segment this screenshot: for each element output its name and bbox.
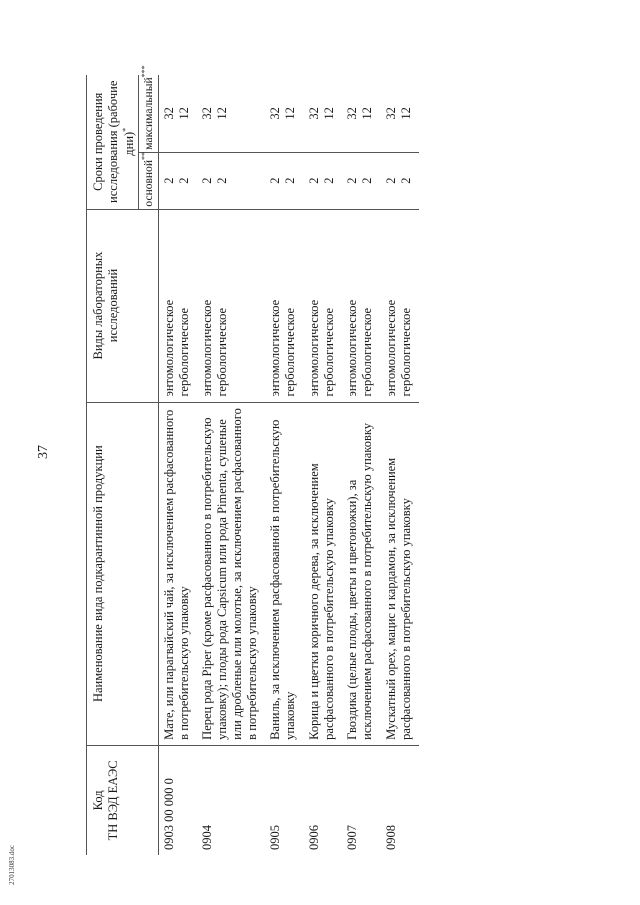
base-value: 2 [360, 177, 375, 184]
cell-base [265, 152, 304, 209]
cell-base [381, 152, 420, 209]
table-row [265, 75, 304, 855]
max-value: 32 [306, 107, 321, 120]
base-value: 2 [306, 177, 321, 184]
base-value: 2 [215, 177, 230, 184]
lab-kind: гербологическое [283, 307, 298, 397]
max-value: 32 [383, 107, 398, 120]
cell-max [158, 75, 197, 152]
header-max [139, 65, 158, 152]
cell-base [158, 152, 197, 209]
header-base-text: основной [143, 160, 156, 207]
cell-code: 0905 [265, 745, 304, 855]
lab-kind: энтомологическое [161, 299, 176, 397]
lab-kind: гербологическое [321, 307, 336, 397]
cell-product-name: Мате, или парагвайский чай, за исключением расфасованного в потребительскую упаковку [158, 402, 197, 745]
header-lab-kinds: Виды лабораторных исследований [87, 209, 159, 402]
cell-base [342, 152, 381, 209]
cell-code: 0907 [342, 745, 381, 855]
max-value: 32 [161, 107, 176, 120]
table-row [197, 75, 265, 855]
cell-code: 0908 [381, 745, 420, 855]
table-row [381, 75, 420, 855]
cell-code: 0903 00 000 0 [158, 745, 197, 855]
header-code-line2: ТН ВЭД ЕАЭС [105, 760, 120, 841]
quarantine-products-table [86, 65, 419, 855]
base-value: 2 [321, 177, 336, 184]
file-name-footnote: 27013083.doc [8, 845, 16, 885]
cell-code: 0904 [197, 745, 265, 855]
cell-product-name: Корица и цветки коричного дерева, за исключением расфасованного в потребительскую упаковку [304, 402, 343, 745]
header-product-name: Наименование вида подкарантинной продукции [87, 402, 159, 745]
cell-product-name: Мускатный орех, мацис и кардамон, за исключением расфасованного в потребительскую упаковку [381, 402, 420, 745]
cell-product-name: Ваниль, за исключением расфасованной в потребительскую упаковку [265, 402, 304, 745]
rotated-table-container [86, 65, 556, 855]
cell-max [197, 75, 265, 152]
max-value: 12 [176, 107, 191, 120]
cell-max [265, 75, 304, 152]
header-terms [87, 75, 139, 209]
max-value: 12 [360, 107, 375, 120]
lab-kind: гербологическое [398, 307, 413, 397]
cell-lab-kinds [197, 209, 265, 402]
lab-kind: энтомологическое [268, 299, 283, 397]
base-value: 2 [176, 177, 191, 184]
cell-max [381, 75, 420, 152]
cell-base [197, 152, 265, 209]
base-value: 2 [283, 177, 298, 184]
max-value: 32 [200, 107, 215, 120]
max-value: 32 [345, 107, 360, 120]
lab-kind: энтомологическое [345, 299, 360, 397]
base-value: 2 [161, 177, 176, 184]
lab-kind: энтомологическое [383, 299, 398, 397]
table-row [304, 75, 343, 855]
cell-lab-kinds [265, 209, 304, 402]
cell-max [304, 75, 343, 152]
header-code [87, 745, 159, 855]
header-max-text: максимальный [143, 77, 156, 150]
cell-lab-kinds [158, 209, 197, 402]
base-value: 2 [268, 177, 283, 184]
base-value: 2 [345, 177, 360, 184]
lab-kind: энтомологическое [200, 299, 215, 397]
max-value: 32 [268, 107, 283, 120]
lab-kind: гербологическое [176, 307, 191, 397]
header-code-line1: Код [91, 790, 105, 811]
header-base [139, 152, 158, 209]
header-terms-text: Сроки проведения исследования (рабочие дни) [91, 80, 136, 203]
header-base-mark: ** [140, 152, 150, 161]
base-value: 2 [200, 177, 215, 184]
max-value: 12 [283, 107, 298, 120]
cell-max [342, 75, 381, 152]
max-value: 12 [398, 107, 413, 120]
base-value: 2 [383, 177, 398, 184]
max-value: 12 [215, 107, 230, 120]
cell-lab-kinds [381, 209, 420, 402]
lab-kind: гербологическое [215, 307, 230, 397]
cell-product-name: Гвоздика (целые плоды, цветы и цветоножки), за исключением расфасованного в потребительскую упаковку [342, 402, 381, 745]
cell-lab-kinds [342, 209, 381, 402]
lab-kind: гербологическое [360, 307, 375, 397]
max-value: 12 [321, 107, 336, 120]
cell-base [304, 152, 343, 209]
base-value: 2 [398, 177, 413, 184]
cell-lab-kinds [304, 209, 343, 402]
header-max-mark: *** [140, 65, 150, 78]
cell-product-name: Перец рода Piper (кроме расфасованного в потребительскую упаковку); плоды рода Capsicum или рода Pimenta, сушеные или дробленые или молотые, за исключением расфасованного в потребительскую упаковку [197, 402, 265, 745]
lab-kind: энтомологическое [306, 299, 321, 397]
cell-code: 0906 [304, 745, 343, 855]
header-terms-mark: * [120, 127, 130, 132]
table-row [342, 75, 381, 855]
page-number: 37 [36, 445, 51, 459]
table-row [158, 75, 197, 855]
